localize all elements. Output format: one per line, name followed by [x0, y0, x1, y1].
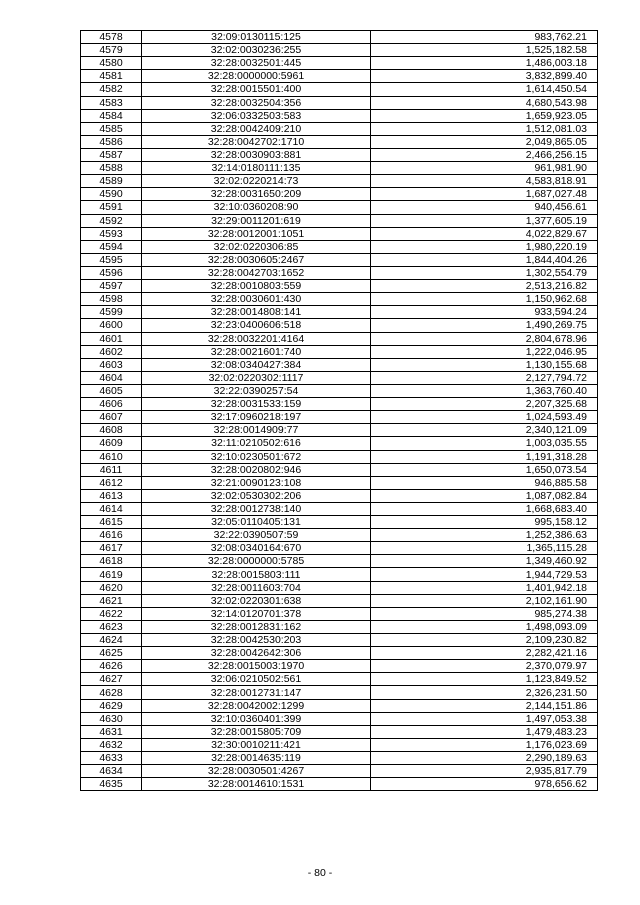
value-cell: 1,401,942.18: [371, 581, 598, 594]
row-number-cell: 4631: [81, 725, 142, 738]
row-number-cell: 4602: [81, 345, 142, 358]
cadastral-number-cell: 32:28:0021601:740: [142, 345, 371, 358]
row-number-cell: 4632: [81, 738, 142, 751]
row-number-cell: 4584: [81, 109, 142, 122]
cadastral-number-cell: 32:11:0210502:616: [142, 437, 371, 450]
table-row: [81, 240, 598, 253]
cadastral-number-cell: 32:22:0390257:54: [142, 384, 371, 397]
row-number-cell: 4621: [81, 594, 142, 607]
value-cell: 1,659,923.05: [371, 109, 598, 122]
cadastral-number-cell: 32:28:0020802:946: [142, 463, 371, 476]
value-cell: 1,479,483.23: [371, 725, 598, 738]
value-cell: 4,583,818.91: [371, 175, 598, 188]
row-number-cell: 4624: [81, 634, 142, 647]
row-number-cell: 4628: [81, 686, 142, 699]
table-row: [81, 398, 598, 411]
row-number-cell: 4591: [81, 201, 142, 214]
value-cell: 1,349,460.92: [371, 555, 598, 568]
value-cell: 2,370,079.97: [371, 660, 598, 673]
cadastral-number-cell: 32:08:0340164:670: [142, 542, 371, 555]
cadastral-number-cell: 32:28:0000000:5785: [142, 555, 371, 568]
row-number-cell: 4589: [81, 175, 142, 188]
value-cell: 940,456.61: [371, 201, 598, 214]
row-number-cell: 4635: [81, 778, 142, 791]
table-row: [81, 280, 598, 293]
table-row: [81, 752, 598, 765]
cadastral-table: [80, 30, 598, 791]
row-number-cell: 4592: [81, 214, 142, 227]
value-cell: 995,158.12: [371, 516, 598, 529]
cadastral-number-cell: 32:28:0015803:111: [142, 568, 371, 581]
value-cell: 2,282,421.16: [371, 647, 598, 660]
cadastral-number-cell: 32:28:0014610:1531: [142, 778, 371, 791]
cadastral-number-cell: 32:28:0030501:4267: [142, 765, 371, 778]
value-cell: 4,680,543.98: [371, 96, 598, 109]
row-number-cell: 4578: [81, 31, 142, 44]
cadastral-number-cell: 32:14:0180111:135: [142, 162, 371, 175]
table-row: [81, 358, 598, 371]
table-row: [81, 371, 598, 384]
cadastral-number-cell: 32:28:0010803:559: [142, 280, 371, 293]
row-number-cell: 4627: [81, 673, 142, 686]
table-row: [81, 489, 598, 502]
table-row: [81, 175, 598, 188]
value-cell: 1,363,760.40: [371, 384, 598, 397]
row-number-cell: 4586: [81, 135, 142, 148]
value-cell: 1,024,593.49: [371, 411, 598, 424]
value-cell: 3,832,899.40: [371, 70, 598, 83]
cadastral-number-cell: 32:28:0014909:77: [142, 424, 371, 437]
value-cell: 2,326,231.50: [371, 686, 598, 699]
table-row: [81, 516, 598, 529]
row-number-cell: 4580: [81, 57, 142, 70]
value-cell: 983,762.21: [371, 31, 598, 44]
cadastral-number-cell: 32:28:0014635:119: [142, 752, 371, 765]
table-row: [81, 253, 598, 266]
value-cell: 2,290,189.63: [371, 752, 598, 765]
table-row: [81, 765, 598, 778]
value-cell: 2,127,794.72: [371, 371, 598, 384]
row-number-cell: 4583: [81, 96, 142, 109]
cadastral-number-cell: 32:28:0042002:1299: [142, 699, 371, 712]
cadastral-number-cell: 32:02:0030236:255: [142, 44, 371, 57]
row-number-cell: 4634: [81, 765, 142, 778]
row-number-cell: 4623: [81, 620, 142, 633]
row-number-cell: 4585: [81, 122, 142, 135]
cadastral-number-cell: 32:28:0042642:306: [142, 647, 371, 660]
table-row: [81, 476, 598, 489]
row-number-cell: 4606: [81, 398, 142, 411]
value-cell: 1,130,155.68: [371, 358, 598, 371]
value-cell: 1,498,093.09: [371, 620, 598, 633]
cadastral-number-cell: 32:28:0042530:203: [142, 634, 371, 647]
value-cell: 2,340,121.09: [371, 424, 598, 437]
row-number-cell: 4620: [81, 581, 142, 594]
cadastral-number-cell: 32:28:0031533:159: [142, 398, 371, 411]
value-cell: 2,109,230.82: [371, 634, 598, 647]
table-row: [81, 581, 598, 594]
value-cell: 1,191,318.28: [371, 450, 598, 463]
value-cell: 1,512,081.03: [371, 122, 598, 135]
row-number-cell: 4600: [81, 319, 142, 332]
table-row: [81, 44, 598, 57]
table-row: [81, 463, 598, 476]
table-row: [81, 502, 598, 515]
row-number-cell: 4581: [81, 70, 142, 83]
value-cell: 961,981.90: [371, 162, 598, 175]
row-number-cell: 4601: [81, 332, 142, 345]
row-number-cell: 4633: [81, 752, 142, 765]
table-row: [81, 620, 598, 633]
value-cell: 978,656.62: [371, 778, 598, 791]
cadastral-number-cell: 32:02:0530302:206: [142, 489, 371, 502]
row-number-cell: 4610: [81, 450, 142, 463]
value-cell: 1,497,053.38: [371, 712, 598, 725]
row-number-cell: 4607: [81, 411, 142, 424]
cadastral-number-cell: 32:14:0120701:378: [142, 607, 371, 620]
row-number-cell: 4579: [81, 44, 142, 57]
value-cell: 2,804,678.96: [371, 332, 598, 345]
value-cell: 1,252,386.63: [371, 529, 598, 542]
cadastral-number-cell: 32:28:0030903:881: [142, 148, 371, 161]
row-number-cell: 4609: [81, 437, 142, 450]
value-cell: 2,144,151.86: [371, 699, 598, 712]
row-number-cell: 4603: [81, 358, 142, 371]
row-number-cell: 4598: [81, 293, 142, 306]
row-number-cell: 4625: [81, 647, 142, 660]
value-cell: 2,513,216.82: [371, 280, 598, 293]
value-cell: 985,274.38: [371, 607, 598, 620]
table-body: [81, 31, 598, 791]
cadastral-number-cell: 32:28:0031650:209: [142, 188, 371, 201]
table-row: [81, 607, 598, 620]
table-row: [81, 162, 598, 175]
row-number-cell: 4613: [81, 489, 142, 502]
row-number-cell: 4605: [81, 384, 142, 397]
cadastral-number-cell: 32:10:0360208:90: [142, 201, 371, 214]
cadastral-number-cell: 32:08:0340427:384: [142, 358, 371, 371]
table-row: [81, 699, 598, 712]
value-cell: 933,594.24: [371, 306, 598, 319]
table-row: [81, 555, 598, 568]
row-number-cell: 4587: [81, 148, 142, 161]
cadastral-number-cell: 32:29:0011201:619: [142, 214, 371, 227]
cadastral-number-cell: 32:02:0220306:85: [142, 240, 371, 253]
table-row: [81, 345, 598, 358]
value-cell: 1,222,046.95: [371, 345, 598, 358]
cadastral-number-cell: 32:28:0032504:356: [142, 96, 371, 109]
row-number-cell: 4590: [81, 188, 142, 201]
cadastral-number-cell: 32:09:0130115:125: [142, 31, 371, 44]
cadastral-number-cell: 32:30:0010211:421: [142, 738, 371, 751]
table-row: [81, 568, 598, 581]
cadastral-number-cell: 32:02:0220301:638: [142, 594, 371, 607]
row-number-cell: 4588: [81, 162, 142, 175]
cadastral-number-cell: 32:28:0014808:141: [142, 306, 371, 319]
cadastral-number-cell: 32:22:0390507:59: [142, 529, 371, 542]
cadastral-number-cell: 32:28:0015501:400: [142, 83, 371, 96]
row-number-cell: 4612: [81, 476, 142, 489]
table-row: [81, 109, 598, 122]
cadastral-number-cell: 32:28:0011603:704: [142, 581, 371, 594]
table-row: [81, 214, 598, 227]
value-cell: 1,980,220.19: [371, 240, 598, 253]
value-cell: 1,944,729.53: [371, 568, 598, 581]
table-row: [81, 31, 598, 44]
table-row: [81, 96, 598, 109]
cadastral-number-cell: 32:28:0000000:5961: [142, 70, 371, 83]
row-number-cell: 4596: [81, 266, 142, 279]
table-row: [81, 660, 598, 673]
cadastral-number-cell: 32:02:0220302:1117: [142, 371, 371, 384]
cadastral-number-cell: 32:28:0015003:1970: [142, 660, 371, 673]
value-cell: 1,302,554.79: [371, 266, 598, 279]
table-row: [81, 542, 598, 555]
row-number-cell: 4617: [81, 542, 142, 555]
cadastral-number-cell: 32:10:0230501:672: [142, 450, 371, 463]
cadastral-number-cell: 32:28:0032201:4164: [142, 332, 371, 345]
value-cell: 2,207,325.68: [371, 398, 598, 411]
table-row: [81, 70, 598, 83]
row-number-cell: 4595: [81, 253, 142, 266]
cadastral-number-cell: 32:10:0360401:399: [142, 712, 371, 725]
value-cell: 1,844,404.26: [371, 253, 598, 266]
cadastral-number-cell: 32:28:0042703:1652: [142, 266, 371, 279]
table-row: [81, 384, 598, 397]
table-row: [81, 450, 598, 463]
row-number-cell: 4622: [81, 607, 142, 620]
row-number-cell: 4611: [81, 463, 142, 476]
value-cell: 1,668,683.40: [371, 502, 598, 515]
row-number-cell: 4604: [81, 371, 142, 384]
table-row: [81, 306, 598, 319]
row-number-cell: 4594: [81, 240, 142, 253]
value-cell: 946,885.58: [371, 476, 598, 489]
value-cell: 1,490,269.75: [371, 319, 598, 332]
table-row: [81, 83, 598, 96]
cadastral-number-cell: 32:02:0220214:73: [142, 175, 371, 188]
cadastral-number-cell: 32:28:0012738:140: [142, 502, 371, 515]
table-row: [81, 411, 598, 424]
row-number-cell: 4626: [81, 660, 142, 673]
cadastral-number-cell: 32:28:0012831:162: [142, 620, 371, 633]
value-cell: 2,935,817.79: [371, 765, 598, 778]
value-cell: 1,087,082.84: [371, 489, 598, 502]
value-cell: 1,003,035.55: [371, 437, 598, 450]
value-cell: 2,102,161.90: [371, 594, 598, 607]
table-row: [81, 725, 598, 738]
row-number-cell: 4608: [81, 424, 142, 437]
table-row: [81, 266, 598, 279]
value-cell: 1,365,115.28: [371, 542, 598, 555]
row-number-cell: 4615: [81, 516, 142, 529]
cadastral-number-cell: 32:23:0400606:518: [142, 319, 371, 332]
table-row: [81, 122, 598, 135]
row-number-cell: 4630: [81, 712, 142, 725]
table-row: [81, 188, 598, 201]
cadastral-number-cell: 32:28:0042702:1710: [142, 135, 371, 148]
value-cell: 4,022,829.67: [371, 227, 598, 240]
value-cell: 1,614,450.54: [371, 83, 598, 96]
table-row: [81, 293, 598, 306]
table-row: [81, 594, 598, 607]
row-number-cell: 4599: [81, 306, 142, 319]
value-cell: 1,176,023.69: [371, 738, 598, 751]
value-cell: 1,377,605.19: [371, 214, 598, 227]
value-cell: 1,123,849.52: [371, 673, 598, 686]
cadastral-number-cell: 32:17:0960218:197: [142, 411, 371, 424]
table-row: [81, 673, 598, 686]
cadastral-number-cell: 32:28:0042409:210: [142, 122, 371, 135]
cadastral-number-cell: 32:06:0210502:561: [142, 673, 371, 686]
table-row: [81, 437, 598, 450]
table-row: [81, 738, 598, 751]
value-cell: 2,466,256.15: [371, 148, 598, 161]
cadastral-number-cell: 32:28:0015805:709: [142, 725, 371, 738]
cadastral-number-cell: 32:28:0030605:2467: [142, 253, 371, 266]
cadastral-number-cell: 32:28:0030601:430: [142, 293, 371, 306]
value-cell: 1,150,962.68: [371, 293, 598, 306]
value-cell: 1,486,003.18: [371, 57, 598, 70]
table-row: [81, 57, 598, 70]
table-row: [81, 227, 598, 240]
table-row: [81, 424, 598, 437]
row-number-cell: 4593: [81, 227, 142, 240]
row-number-cell: 4619: [81, 568, 142, 581]
table-row: [81, 634, 598, 647]
table-row: [81, 148, 598, 161]
table-row: [81, 319, 598, 332]
cadastral-number-cell: 32:05:0110405:131: [142, 516, 371, 529]
cadastral-number-cell: 32:21:0090123:108: [142, 476, 371, 489]
row-number-cell: 4629: [81, 699, 142, 712]
table-row: [81, 332, 598, 345]
value-cell: 1,525,182.58: [371, 44, 598, 57]
cadastral-number-cell: 32:06:0332503:583: [142, 109, 371, 122]
row-number-cell: 4614: [81, 502, 142, 515]
row-number-cell: 4582: [81, 83, 142, 96]
page-number: - 80 -: [307, 867, 333, 879]
table-row: [81, 201, 598, 214]
table-row: [81, 712, 598, 725]
cadastral-number-cell: 32:28:0012001:1051: [142, 227, 371, 240]
table-row: [81, 135, 598, 148]
value-cell: 1,687,027.48: [371, 188, 598, 201]
row-number-cell: 4597: [81, 280, 142, 293]
row-number-cell: 4616: [81, 529, 142, 542]
table-row: [81, 647, 598, 660]
value-cell: 1,650,073.54: [371, 463, 598, 476]
cadastral-number-cell: 32:28:0032501:445: [142, 57, 371, 70]
cadastral-number-cell: 32:28:0012731:147: [142, 686, 371, 699]
table-row: [81, 529, 598, 542]
table-row: [81, 686, 598, 699]
row-number-cell: 4618: [81, 555, 142, 568]
table-row: [81, 778, 598, 791]
value-cell: 2,049,865.05: [371, 135, 598, 148]
